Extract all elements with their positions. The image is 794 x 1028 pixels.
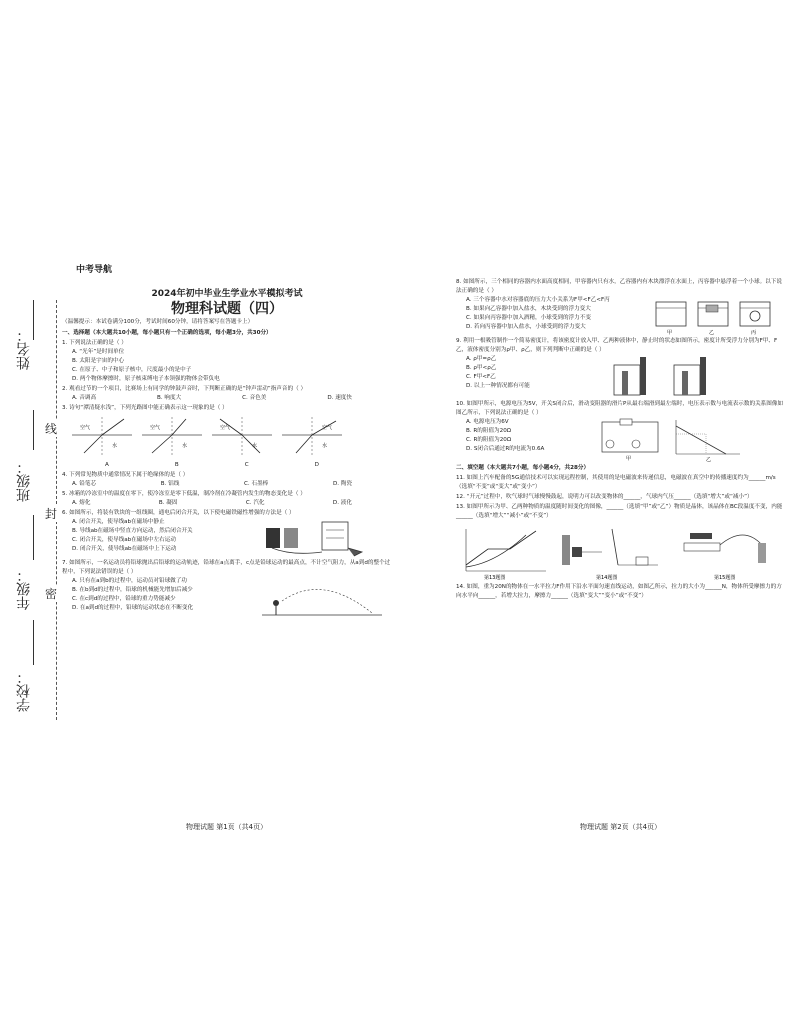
q10-option-d: D. S闭合后通过R的电流为0.6A — [466, 446, 545, 452]
q6-option-b: B. 导线ab在磁场中竖直方向运动，然后闭合开关 — [72, 528, 193, 534]
fig15-apparatus-diagram — [674, 525, 784, 581]
q2-option-d: D. 速度快 — [327, 395, 352, 401]
q5-option-a: A. 熔化 — [72, 500, 91, 506]
q9-option-a: A. ρ甲=ρ乙 — [466, 356, 497, 362]
q8-option-c: C. 如果向丙容器中加入酒精，小球受到的浮力不变 — [466, 315, 591, 321]
q10-options — [456, 418, 596, 462]
question-14: 14. 如图，重为20N的物体在一水平拉力F作用下沿水平面匀速直线运动，如图乙所示，拉力的大小为______N，物体所受摩擦力的方向水平向______，若增大拉力，摩擦力______（选填“变大”“变小”或“不变”） — [456, 584, 782, 599]
q10-label-b: 乙 — [706, 457, 712, 462]
q3d-water: 水 — [322, 443, 328, 449]
grade-line[interactable] — [33, 515, 34, 560]
q2-options — [62, 394, 352, 403]
q7-block — [62, 577, 392, 617]
q3-diagram-d — [282, 417, 342, 457]
q5-options — [62, 499, 352, 508]
fig13-temperature-graph — [456, 525, 552, 581]
q4-options — [62, 480, 352, 489]
q7-trajectory-diagram — [262, 577, 382, 617]
q5-option-c: C. 汽化 — [245, 500, 265, 506]
q10-option-a: A. 电源电压为6V — [466, 419, 509, 425]
question-13: 13. 如图甲所示为甲、乙两种物质的温度随时间变化的图像，______（选填“甲”或“乙”）物质是晶体，该晶体在BC段温度不变，内能______（选填“增大”“减小”或“不变”） — [456, 504, 783, 519]
q7-option-c: C. 在c到d的过程中，铅球的重力势能减少 — [72, 596, 176, 602]
footer-page-2: 物理试题 第2页（共4页） — [580, 823, 662, 831]
q9-option-d: D. 以上一种情况都有可能 — [466, 383, 530, 389]
q3a-water: 水 — [112, 443, 118, 449]
q2-option-b: B. 响度大 — [157, 395, 182, 401]
q1-option-b: B. 太阳是宇宙的中心 — [72, 358, 125, 364]
q10-label-a: 甲 — [626, 456, 632, 462]
exam-title: 2024年初中毕业生学业水平模拟考试 — [151, 289, 303, 299]
q8-label-b: 乙 — [709, 330, 715, 336]
question-1: 1. 下列说法正确的是（ ） — [62, 340, 127, 346]
q3-option-b: B — [174, 462, 179, 468]
q3-figures — [72, 417, 392, 457]
q8-label-c: 丙 — [751, 330, 757, 336]
q3-diagram-c — [212, 417, 272, 457]
q8-options — [456, 296, 652, 336]
q3c-water: 水 — [252, 443, 258, 449]
question-10: 10. 如图甲所示，电源电压为5V，开关S闭合后，滑动变阻器的滑片P从最右端滑到最左端时，电压表示数与电流表示数的关系图像如图乙所示，下列说法正确的是（ ） — [456, 401, 784, 416]
q6-options — [62, 518, 262, 558]
seal-char-secret: 密 — [45, 587, 58, 601]
question-11: 11. 如图上汽车配备的5G通信技术可以实现远程控制，其使用的是电磁波来传递信息，电磁波在真空中的传播速度约为______m/s（选填“不变”或“变大”或“变小”） — [456, 475, 776, 490]
header-tag: 中考导航 — [76, 265, 113, 275]
q10-block — [456, 418, 784, 462]
fig14-caption: 第14题图 — [596, 575, 618, 581]
q8-option-a: A. 三个容器中水对容器底的压力大小关系为F甲<F乙<F丙 — [466, 297, 610, 303]
q3b-air: 空气 — [150, 425, 161, 431]
q3-diagram-a — [72, 417, 132, 457]
grade-label: 年级： — [16, 568, 32, 610]
q9-block — [456, 355, 784, 399]
q4-option-d: D. 陶瓷 — [332, 481, 352, 487]
binding-margin — [8, 300, 60, 720]
question-4: 4. 下列常见物质中通常情况下属于绝缘体的是（ ） — [62, 472, 189, 478]
q10-option-c: C. R的阻值为20Ω — [466, 437, 512, 443]
q3-options — [62, 461, 352, 470]
q8-option-b: B. 如果向乙容器中加入盐水，木块受到的浮力变大 — [466, 306, 591, 312]
seal-char-line: 线 — [45, 422, 58, 436]
q6-option-d: D. 闭合开关，使导线ab在磁场中上下运动 — [72, 546, 177, 552]
question-9: 9. 利用一根吸管制作一个简易密度计，将该密度计放入甲、乙两种液体中，静止时的状态如图所示，密度计所受浮力分别为F甲、F乙，液体密度分别为ρ甲、ρ乙，则下列判断中正确的是（ ） — [456, 338, 778, 353]
q5-option-d: D. 液化 — [332, 500, 352, 506]
q4-option-b: B. 铝线 — [160, 481, 180, 487]
exam-note: （温馨提示：本试卷满分100分，考试时间60分钟，请将答案写在答题卡上） — [62, 319, 254, 325]
q7-options — [62, 577, 262, 617]
q6-circuit-diagram — [262, 518, 372, 558]
q7-option-d: D. 在a到d的过程中，铅球的运动状态在不断变化 — [72, 605, 194, 611]
q4-option-a: A. 铅笔芯 — [72, 481, 97, 487]
q3-option-d: D — [314, 462, 319, 468]
name-line[interactable] — [33, 300, 34, 340]
left-column — [62, 282, 392, 617]
section-1-heading: 一、选择题（本大题共10小题，每小题只有一个正确的选项，每小题3分，共30分） — [62, 330, 272, 336]
q8-option-d: D. 若向丙容器中加入盐水，小球受到的浮力变大 — [466, 324, 586, 330]
q3-option-a: A — [105, 462, 109, 468]
seal-char-seal: 封 — [45, 507, 58, 521]
school-line[interactable] — [33, 620, 34, 665]
fig14-friction-diagram — [558, 525, 668, 581]
q1-option-c: C. 在原子、中子和原子核中，尺度最小的是中子 — [72, 367, 192, 373]
q3b-water: 水 — [182, 443, 188, 449]
q7-option-a: A. 只有在a到b的过程中，运动员对铅球做了功 — [72, 578, 187, 584]
footer-page-1: 物理试题 第1页（共4页） — [186, 823, 268, 831]
q8-label-a: 甲 — [667, 330, 673, 336]
q6-option-a: A. 闭合开关，使导线ab在磁场中静止 — [72, 519, 165, 525]
right-column — [456, 277, 784, 601]
q10-option-b: B. R的阻值为20Ω — [466, 428, 512, 434]
section-2-heading: 二、填空题（本大题共7小题，每小题4分，共28分） — [456, 465, 590, 471]
q3d-air: 空气 — [322, 425, 333, 431]
q5-option-b: B. 凝固 — [158, 500, 178, 506]
q10-circuit-and-graph — [596, 418, 746, 462]
question-8: 8. 如图所示，三个相同的容器内水面高度相同，甲容器内只有水，乙容器内有木块漂浮在水面上，丙容器中悬浮着一个小球。以下说法正确的是（ ） — [456, 279, 782, 294]
q13-15-figures — [456, 525, 784, 581]
q8-containers-diagram — [652, 296, 780, 336]
fig15-caption: 第15题图 — [714, 575, 736, 581]
q1-option-a: A. “光年”是时间单位 — [72, 349, 125, 355]
school-label: 学校： — [16, 670, 32, 712]
question-6: 6. 如图所示，将装有铁块的一组线圈，通电后闭合开关，以下使电磁铁磁性增强的方法是（ ） — [62, 510, 295, 516]
q4-option-c: C. 石墨棒 — [244, 481, 269, 487]
q3-option-c: C — [244, 462, 249, 468]
q9-densimeter-diagram — [606, 355, 736, 399]
q3-diagram-b — [142, 417, 202, 457]
q2-option-c: C. 音色美 — [242, 395, 267, 401]
q9-option-c: C. F甲<F乙 — [466, 374, 496, 380]
q3a-air: 空气 — [80, 425, 91, 431]
question-5: 5. 冰箱的冷冻室中的温度在零下，使冷冻室是零下低温，制冷剂在冷凝管内发生的物态变化是（ ） — [62, 491, 306, 497]
q3c-air: 空气 — [220, 425, 231, 431]
fig13-caption: 第13题图 — [484, 575, 506, 581]
q2-option-a: A. 音调高 — [72, 395, 97, 401]
name-label: 姓名： — [16, 328, 32, 370]
class-line[interactable] — [33, 410, 34, 450]
q1-option-d: D. 两个物体摩擦时，原子核束缚电子本领强的物体会带负电 — [72, 376, 220, 382]
q6-block — [62, 518, 392, 558]
q7-option-b: B. 在b到d的过程中，铅球的机械能先增加后减少 — [72, 587, 193, 593]
subject-title: 物理科试题（四） — [171, 301, 283, 317]
question-7: 7. 如图所示，一名运动员将铅球抛出后铅球的运动轨迹，铅球在a点离手，c点是铅球运动的最高点，不计空气阻力，从a到d的整个过程中，下列说法错误的是（ ） — [62, 560, 391, 575]
class-label: 班级： — [16, 460, 32, 502]
question-12: 12. “开元”过程中，吹气球时气球慢慢鼓起，说明力可以改变物体的______，气球内气压______（选填“增大”或“减小”） — [456, 494, 753, 500]
q9-option-b: B. ρ甲<ρ乙 — [466, 365, 497, 371]
question-3: 3. 诗句“潭清疑水浅”，下列光路图中能正确表示这一现象的是（ ） — [62, 405, 228, 411]
question-2: 2. 观看过节的一个项目，比赛场上有同学的钟鼓声音时，下判断正确的是“钟声雷动”指声音的（ ） — [62, 386, 307, 392]
q9-options — [456, 355, 606, 399]
q6-option-c: C. 闭合开关，使导线ab在磁场中左右运动 — [72, 537, 176, 543]
q8-block — [456, 296, 784, 336]
